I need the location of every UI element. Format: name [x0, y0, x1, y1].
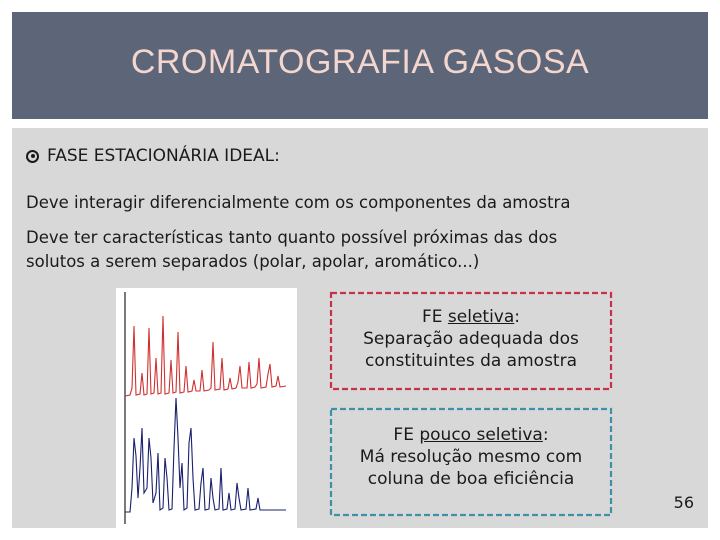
- poor-chromatogram-trace: [125, 398, 286, 512]
- bullet-text: FASE ESTACIONÁRIA IDEAL:: [47, 146, 280, 166]
- selective-callout-line-2: Separação adequada dos: [363, 329, 579, 349]
- paragraph-1: Deve interagir diferencialmente com os componentes da amostra: [26, 193, 571, 212]
- paragraph-2-line-1: Deve ter características tanto quanto possível próximas das dos: [26, 228, 558, 247]
- poor-callout-line-3: coluna de boa eficiência: [367, 469, 575, 489]
- chromatogram-figure: [116, 288, 297, 528]
- paragraph-2: [26, 226, 666, 274]
- selective-callout-heading: FE seletiva:: [421, 307, 521, 327]
- paragraph-2-line-2: solutos a serem separados (polar, apolar, aromático...): [26, 252, 480, 271]
- circled-dot-bullet-icon: [26, 150, 39, 163]
- poor-selectivity-callout: [330, 408, 612, 516]
- poor-callout-heading: FE pouco seletiva:: [393, 425, 549, 445]
- chromatogram-svg: [116, 288, 297, 528]
- slide-title: CROMATOGRAFIA GASOSA: [130, 43, 590, 81]
- selective-term: seletiva: [447, 307, 515, 327]
- selective-callout: [330, 292, 612, 390]
- header-bar: [12, 12, 708, 119]
- poor-selective-term: pouco seletiva: [419, 425, 543, 445]
- content-panel: [12, 128, 708, 528]
- selective-callout-line-3: constituintes da amostra: [364, 351, 577, 371]
- poor-callout-line-2: Má resolução mesmo com: [359, 447, 583, 467]
- bullet-heading: [26, 146, 280, 166]
- selective-chromatogram-trace: [125, 316, 286, 396]
- page-number: 56: [673, 493, 694, 512]
